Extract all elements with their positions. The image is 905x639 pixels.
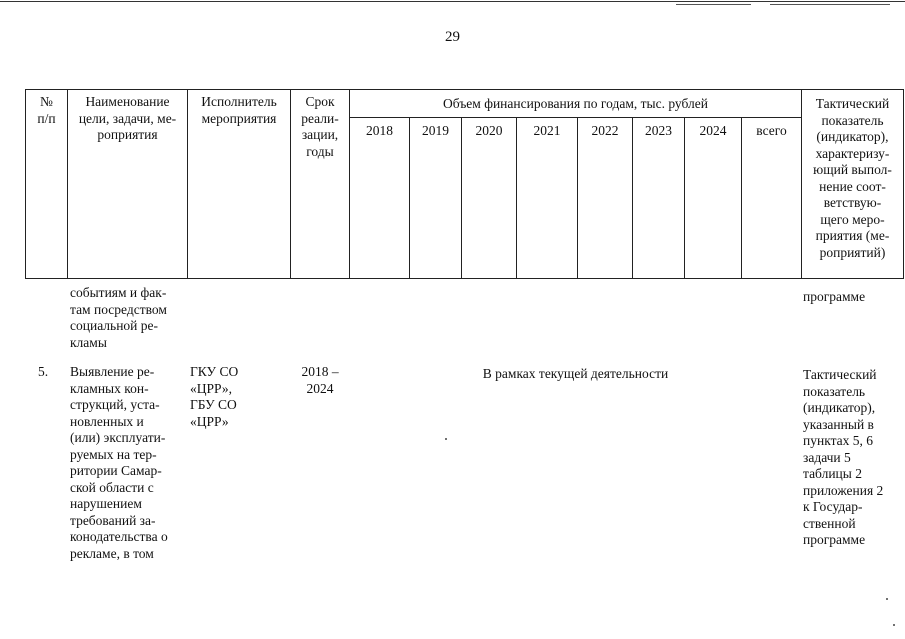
row-5-indicator: Тактический показатель (индикатор), указанный в пунктах 5, 6 задачи 5 таблицы 2 приложения 2 к Государ- ственной программе (803, 367, 884, 547)
page-number: 29 (445, 29, 460, 45)
row-5-name: Выявление ре- кламных кон- струкций, уста- новленных и (или) эксплуати- руемых на тер- ритории Самар- ской области с нарушением требований за- конодательства о рекламе, в том (70, 364, 168, 561)
scan-speck (893, 624, 895, 626)
scan-mark (676, 4, 751, 5)
header-year-2023: 2023 (645, 123, 672, 138)
row-5-term: 2018 – 2024 (301, 364, 339, 396)
row-continuation-indicator: программе (803, 289, 866, 304)
header-year-2018: 2018 (366, 123, 393, 138)
row-5-executor: ГКУ СО «ЦРР», ГБУ СО «ЦРР» (190, 364, 239, 429)
header-year-2021: 2021 (533, 123, 561, 138)
header-year-2022: 2022 (591, 123, 619, 138)
header-funding-title: Объем финансирования по годам, тыс. рублей (443, 96, 708, 111)
header-year-2020: 2020 (475, 123, 503, 138)
header-name: Наименование цели, задачи, ме- роприятия (78, 94, 177, 142)
row-continuation-name: событиям и фак- там посредством социальной ре- кламы (70, 285, 167, 350)
header-number: № п/п (37, 94, 56, 126)
top-border-line (0, 1, 905, 2)
header-term: Срок реали- зации, годы (301, 94, 339, 159)
header-year-2019: 2019 (422, 123, 449, 138)
header-year-2024: 2024 (699, 123, 727, 138)
row-5-number: 5. (38, 364, 49, 379)
scan-speck (445, 438, 447, 440)
header-total: всего (756, 123, 787, 138)
header-executor: Исполнитель мероприятия (201, 94, 277, 126)
header-indicator: Тактический показатель (индикатор), характеризу- ющий выпол- нение соот- ветствую- щего меро- приятия (ме- роприятий) (813, 96, 892, 260)
row-5-funding: В рамках текущей деятельности (482, 366, 669, 381)
scan-speck (886, 598, 888, 600)
scan-mark (770, 4, 890, 5)
